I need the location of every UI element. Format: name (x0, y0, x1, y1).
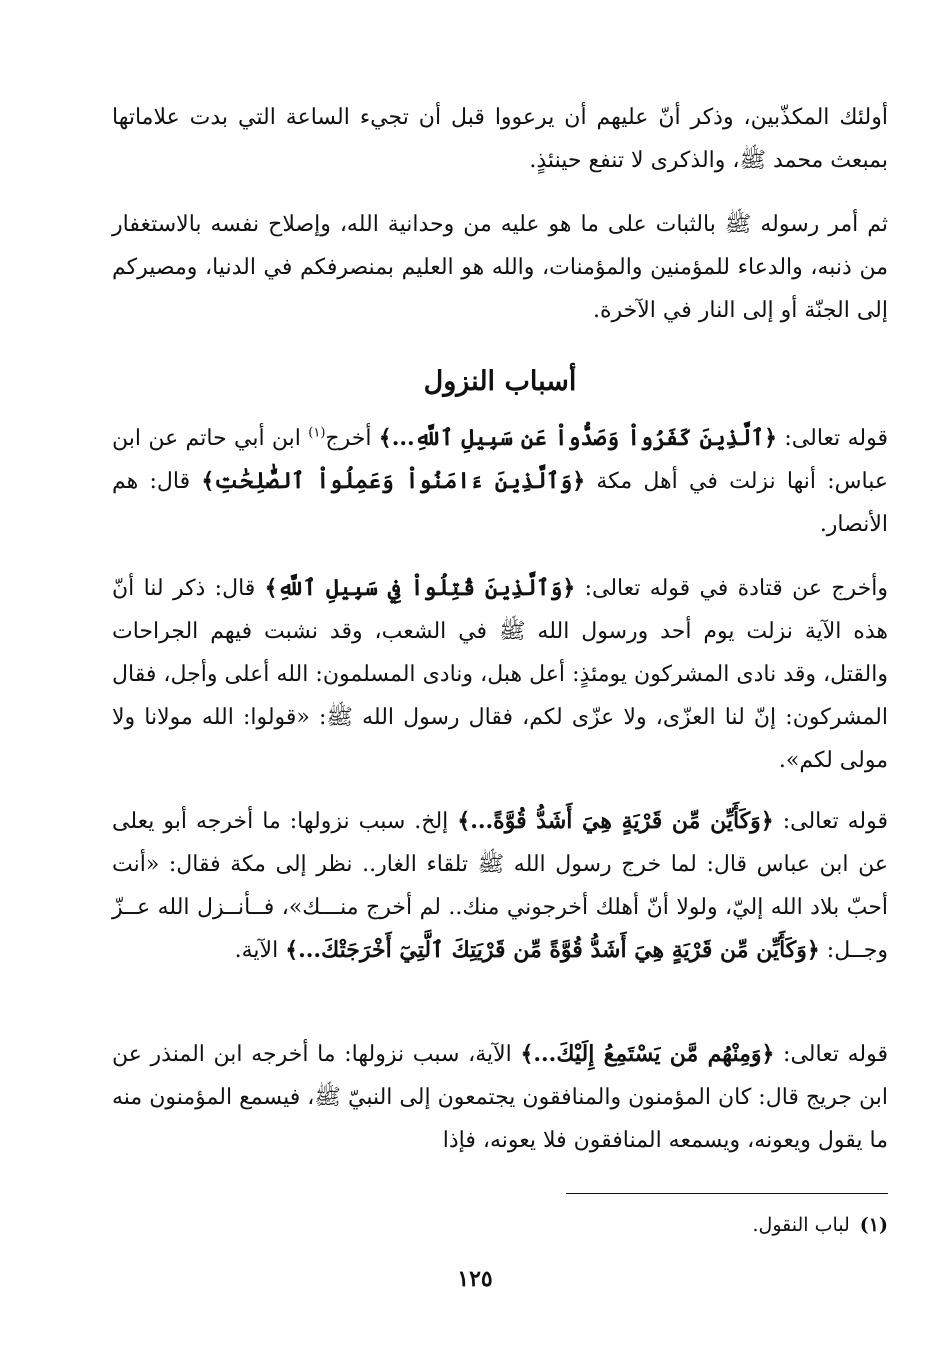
paragraph-occasion-4 (112, 1033, 888, 1162)
quran-verse: ﴿وَمِنْهُم مَّن يَسْتَمِعُ إِلَيْكَ...﴾ (520, 1041, 775, 1067)
quran-verse: ﴿ٱلَّذِينَ كَفَرُواْ وَصَدُّواْ عَن سَبِيلِ ٱللَّهِ...﴾ (378, 425, 778, 451)
paragraph-occasion-3 (112, 800, 888, 972)
section-heading: أسباب النزول (423, 366, 577, 397)
paragraph-text: قوله تعالى: (774, 1042, 888, 1067)
quran-verse: ﴿وَٱلَّذِينَ ءَامَنُواْ وَعَمِلُواْ ٱلصَّٰلِحَٰتِ﴾ (201, 468, 586, 494)
quran-verse: ﴿وَٱلَّذِينَ قُتِلُواْ فِي سَبِيلِ ٱللَّهِ﴾ (264, 575, 576, 601)
footnote-reference[interactable]: (١) (308, 425, 326, 441)
footnote (112, 1210, 888, 1240)
paragraph-text: إلخ. سبب نزولها: ما أخرجه أبو يعلى عن ابن عباس قال: لما خرج رسول الله ﷺ تلقاء الغار.. نظر إلى مكة فقال: «أنت أحبّ بلاد الله إليّ، ولولا أنّ أهلك أخرجوني منك.. لم أخرج منـــك»، فــأنــزل الله عــزّ وجــل: (112, 809, 888, 963)
footnote-separator (566, 1193, 888, 1194)
footnote-number: (١) (859, 1214, 888, 1236)
paragraph-text: الآية. (234, 938, 286, 963)
paragraph-text: وأخرج عن قتادة في قوله تعالى: (575, 576, 889, 601)
page-number: ١٢٥ (457, 1266, 493, 1292)
paragraph-text: ابن أبي حاتم عن ابن عباس: أنها نزلت في أهل مكة (112, 426, 888, 494)
paragraph-text: قال: هم الأنصار. (112, 469, 888, 537)
footnote-text: لباب النقول. (752, 1214, 850, 1236)
paragraph-occasion-2 (112, 567, 888, 782)
quran-verse: ﴿وَكَأَيِّن مِّن قَرْيَةٍ هِيَ أَشَدُّ قُوَّةً مِّن قَرْيَتِكَ ٱلَّتِيٓ أَخْرَجَتْكَ...﴾ (285, 937, 820, 963)
paragraph-text: قوله تعالى: (773, 809, 888, 834)
paragraph-text: قوله تعالى: (777, 426, 889, 451)
quran-verse: ﴿وَكَأَيِّن مِّن قَرْيَةٍ هِيَ أَشَدُّ قُوَّةً...﴾ (457, 808, 774, 834)
paragraph-intro-continuation: أولئك المكذّبين، وذكر أنّ عليهم أن يرعووا قبل أن تجيء الساعة التي بدت علاماتها بمبعث محمد ﷺ، والذكرى لا تنفع حينئذٍ. (112, 105, 888, 173)
paragraph-occasion-1 (112, 417, 888, 546)
paragraph-summary: ثم أمر رسوله ﷺ بالثبات على ما هو عليه من وحدانية الله، وإصلاح نفسه بالاستغفار من ذنبه، والدعاء للمؤمنين والمؤمنات، والله هو العليم بمنصرفكم في الدنيا، ومصيركم إلى الجنّة أو إلى النار في الآخرة. (112, 212, 888, 323)
paragraph-text: قال: ذكر لنا أنّ هذه الآية نزلت يوم أحد ورسول الله ﷺ في الشعب، وقد نشبت فيهم الجراحات والقتل، وقد نادى المشركون يومئذٍ: أعل هبل، ونادى المسلمون: الله أعلى وأجل، فقال المشركون: إنّ لنا العزّى، ولا عزّى لكم، فقال رسول الله ﷺ: «قولوا: الله مولانا ولا مولى لكم». (112, 576, 888, 773)
paragraph-text: الآية، سبب نزولها: ما أخرجه ابن المنذر عن ابن جريج قال: كان المؤمنون والمنافقون يجتمعون إلى النبيّ ﷺ، فيسمع المؤمنون منه ما يقول ويعونه، ويسمعه المنافقون فلا يعونه، فإذا (112, 1042, 888, 1153)
paragraph-text: أخرج (325, 426, 379, 451)
